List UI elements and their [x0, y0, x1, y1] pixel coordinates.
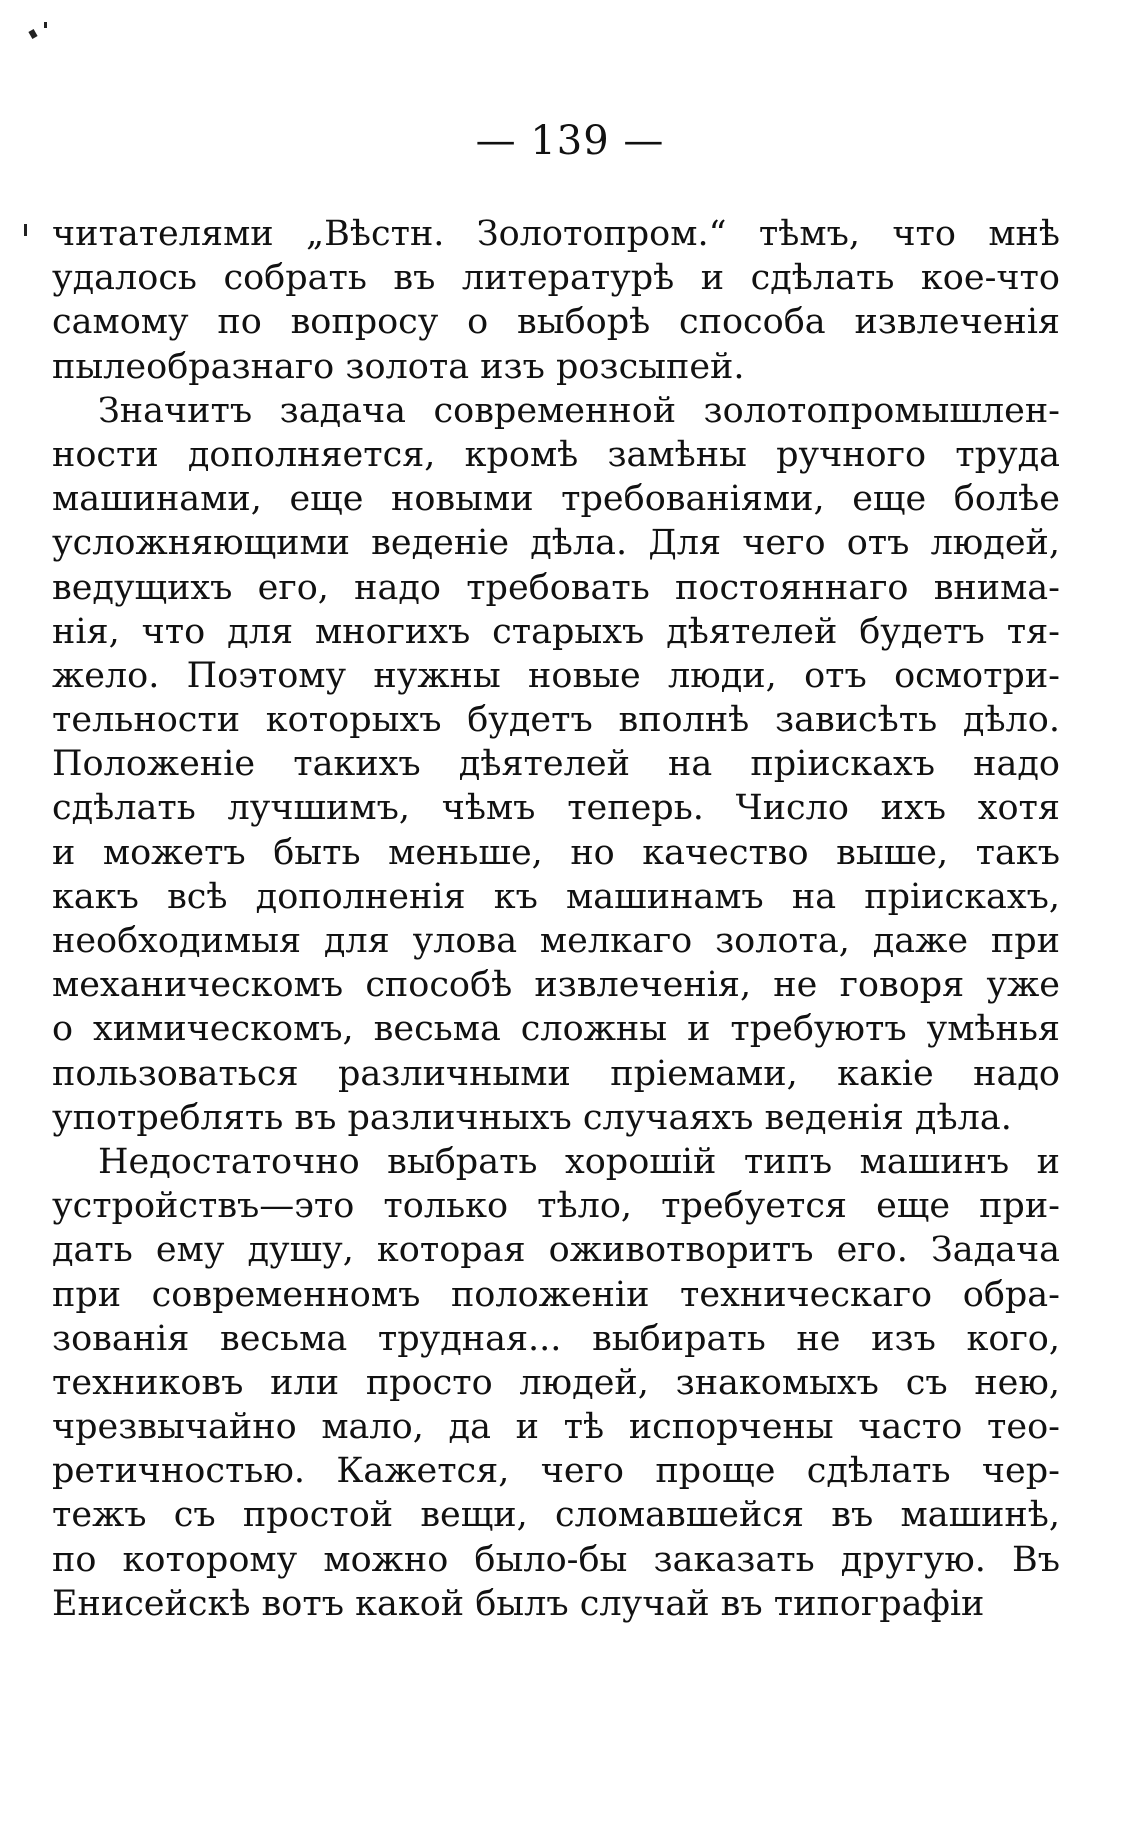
text-line: по которому можно было-бы заказать другую. Въ	[52, 1539, 1060, 1580]
text-line: тельности которыхъ будетъ вполнѣ зависѣть дѣло.	[52, 700, 1060, 741]
text-line: машинами, еще новыми требованіями, еще болѣе	[52, 479, 1060, 520]
text-line: чрезвычайно мало, да и тѣ испорчены часто тео-	[52, 1407, 1060, 1448]
text-line: усложняющими веденіе дѣла. Для чего отъ людей,	[52, 523, 1060, 564]
page-number: — 139 —	[475, 118, 665, 164]
paragraph	[52, 1140, 1060, 1626]
text-line: необходимыя для улова мелкаго золота, даже при	[52, 921, 1060, 961]
text-line: ведущихъ его, надо требовать постояннаго внима-	[52, 567, 1060, 608]
text-line: о химическомъ, весьма сложны и требуютъ умѣнья	[52, 1009, 1060, 1050]
text-line: дать ему душу, которая оживотворитъ его. Задача	[52, 1230, 1060, 1271]
text-line: Енисейскѣ вотъ какой былъ случай въ типографіи	[52, 1583, 985, 1624]
text-line: при современномъ положеніи техническаго обра-	[52, 1274, 1060, 1315]
text-line: сдѣлать лучшимъ, чѣмъ теперь. Число ихъ хотя	[52, 788, 1060, 829]
text-line: тежъ съ простой вещи, сломавшейся въ машинѣ,	[52, 1495, 1060, 1536]
text-line: какъ всѣ дополненія къ машинамъ на пріискахъ,	[52, 876, 1060, 917]
text-line: устройствъ—это только тѣло, требуется еще при-	[52, 1186, 1060, 1227]
text-line: ности дополняется, кромѣ замѣны ручного труда	[52, 434, 1060, 475]
ink-speck-top-left	[28, 29, 37, 39]
text-line: самому по вопросу о выборѣ способа извлеченія	[52, 302, 1060, 343]
paragraph	[52, 212, 1060, 389]
text-line: Положеніе такихъ дѣятелей на пріискахъ надо	[52, 744, 1060, 785]
text-line: зованія весьма трудная... выбирать не изъ кого,	[52, 1318, 1060, 1359]
text-line: нія, что для многихъ старыхъ дѣятелей будетъ тя-	[52, 611, 1060, 652]
text-line: и можетъ быть меньше, но качество выше, такъ	[52, 832, 1060, 873]
paragraph	[52, 389, 1060, 1140]
text-line: употреблять въ различныхъ случаяхъ веденія дѣла.	[52, 1097, 1012, 1138]
text-line: удалось собрать въ литературѣ и сдѣлать кое-что	[52, 258, 1060, 299]
ink-speck-top-left-small	[44, 22, 47, 28]
text-line: читателями „Вѣстн. Золотопром.“ тѣмъ, что мнѣ	[52, 214, 1060, 254]
text-line: техниковъ или просто людей, знакомыхъ съ нею,	[52, 1362, 1060, 1403]
body-text	[52, 212, 1060, 1626]
text-line: ретичностью. Кажется, чего проще сдѣлать чер-	[52, 1451, 1060, 1492]
text-line: Недостаточно выбрать хорошій типъ машинъ и	[98, 1141, 1060, 1182]
text-line: механическомъ способѣ извлеченія, не говоря уже	[52, 965, 1060, 1006]
ink-speck-margin	[24, 224, 27, 236]
text-line: пылеобразнаго золота изъ розсыпей.	[52, 346, 745, 387]
text-line: пользоваться различными пріемами, какіе надо	[52, 1053, 1060, 1094]
text-line: жело. Поэтому нужны новые люди, отъ осмотри-	[52, 655, 1060, 696]
text-line: Значитъ задача современной золотопромышлен-	[98, 390, 1060, 431]
